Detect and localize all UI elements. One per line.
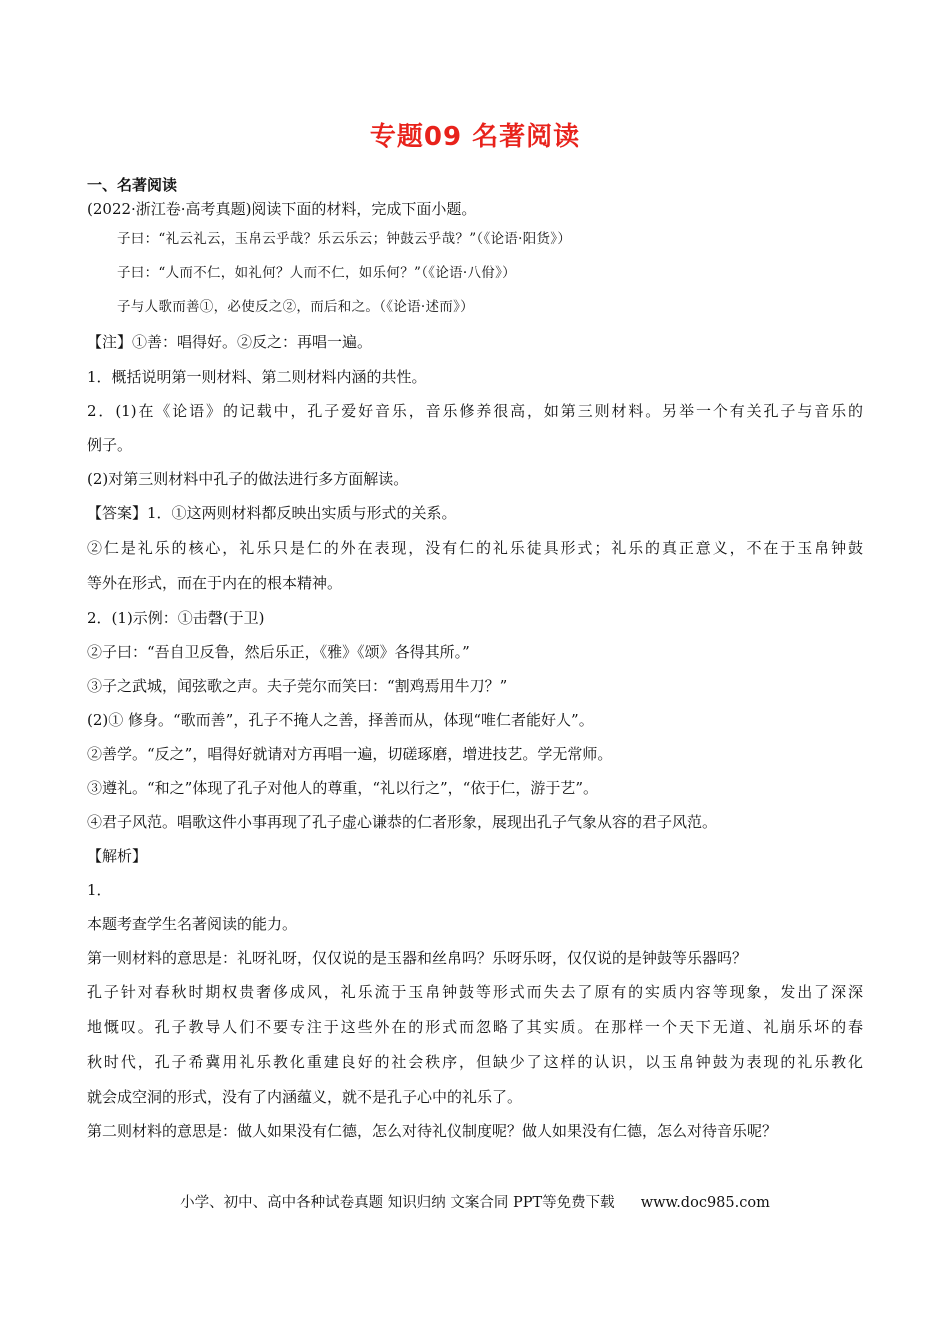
analysis-line: 就会成空洞的形式，没有了内涵蕴义，就不是孔子心中的礼乐了。 (87, 1088, 523, 1106)
question-line: 例子。 (87, 436, 133, 454)
analysis-line: 【解析】 (87, 847, 148, 865)
analysis-line: 孔子针对春秋时期权贵奢侈成风，礼乐流于玉帛钟鼓等形式而失去了原有的实质内容等现象，发出了深深 (87, 983, 863, 1001)
analysis-line: 1． (87, 881, 112, 899)
document-body (87, 174, 863, 1148)
answer-line: (2)① 修身。“歌而善”，孔子不掩人之善，择善而从，体现“唯仁者能好人”。 (87, 711, 594, 729)
answer-line: ②子曰：“吾自卫反鲁，然后乐正，《雅》《颂》各得其所。” (87, 643, 470, 661)
source-line: (2022·浙江卷·高考真题)阅读下面的材料，完成下面小题。 (87, 200, 477, 218)
footer-url[interactable]: www.doc985.com (640, 1195, 770, 1211)
analysis-line: 第一则材料的意思是：礼呀礼呀，仅仅说的是玉器和丝帛吗？乐呀乐呀，仅仅说的是钟鼓等乐器吗？ (87, 949, 748, 967)
quote-line: 子与人歌而善①，必使反之②，而后和之。（《论语·述而》） (117, 299, 474, 315)
answer-line: ③子之武城，闻弦歌之声。夫子莞尔而笑曰：“割鸡焉用牛刀？” (87, 677, 508, 695)
analysis-line: 地慨叹。孔子教导人们不要专注于这些外在的形式而忽略了其实质。在那样一个天下无道、礼崩乐坏的春 (87, 1018, 863, 1036)
analysis-line: 第二则材料的意思是：做人如果没有仁德，怎么对待礼仪制度呢？做人如果没有仁德，怎么对待音乐呢？ (87, 1122, 778, 1140)
answer-line: 2．(1)示例：①击磬(于卫) (87, 609, 265, 627)
analysis-line: 本题考查学生名著阅读的能力。 (87, 915, 298, 933)
answer-line: 【答案】1．①这两则材料都反映出实质与形式的关系。 (87, 504, 457, 522)
question-line: (2)对第三则材料中孔子的做法进行多方面解读。 (87, 470, 409, 488)
answer-line: ③遵礼。“和之”体现了孔子对他人的尊重，“礼以行之”，“依于仁，游于艺”。 (87, 779, 599, 797)
answer-line: ②善学。“反之”，唱得好就请对方再唱一遍，切磋琢磨，增进技艺。学无常师。 (87, 745, 613, 763)
analysis-line: 秋时代，孔子希冀用礼乐教化重建良好的社会秩序，但缺少了这样的认识，以玉帛钟鼓为表现的礼乐教化 (87, 1053, 863, 1071)
answer-line: ④君子风范。唱歌这件小事再现了孔子虚心谦恭的仁者形象，展现出孔子气象从容的君子风范。 (87, 813, 718, 831)
answer-line: ②仁是礼乐的核心，礼乐只是仁的外在表现，没有仁的礼乐徒具形式；礼乐的真正意义，不在于玉帛钟鼓 (87, 539, 863, 557)
quote-line: 子曰：“人而不仁，如礼何？人而不仁，如乐何？”（《论语·八佾》） (117, 265, 516, 281)
note-line: 【注】①善：唱得好。②反之：再唱一遍。 (87, 333, 373, 351)
page-footer (0, 1191, 950, 1212)
quote-line: 子曰：“礼云礼云，玉帛云乎哉？乐云乐云；钟鼓云乎哉？”（《论语·阳货》） (117, 231, 572, 247)
question-line: 2．(1)在《论语》的记载中，孔子爱好音乐，音乐修养很高，如第三则材料。另举一个有关孔子与音乐的 (87, 402, 863, 420)
section-heading: 一、名著阅读 (87, 176, 178, 194)
answer-line: 等外在形式，而在于内在的根本精神。 (87, 574, 343, 592)
footer-text: 小学、初中、高中各种试卷真题 知识归纳 文案合同 PPT等免费下载 (180, 1195, 615, 1211)
question-line: 1．概括说明第一则材料、第二则材料内涵的共性。 (87, 368, 427, 386)
page-title: 专题09 名著阅读 (369, 122, 581, 152)
